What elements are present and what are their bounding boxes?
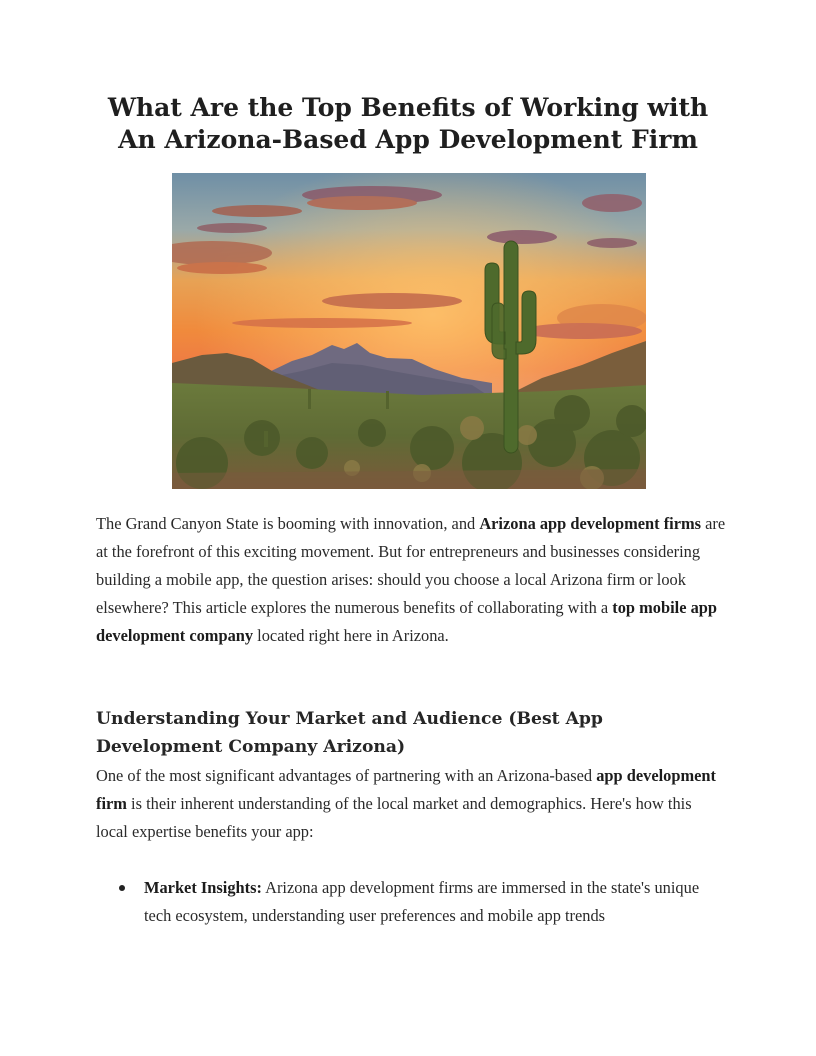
intro-text-1: The Grand Canyon State is booming with innovation, and xyxy=(96,514,480,533)
list-item xyxy=(96,874,726,930)
bullet-text: Arizona app development firms are immersed in the state's unique tech ecosystem, understanding user preferences and mobile app trends xyxy=(144,878,700,925)
bullet-list xyxy=(96,874,726,930)
intro-paragraph xyxy=(96,510,726,650)
intro-text-2: are at the forefront of this exciting movement. But for entrepreneurs and businesses considering building a mobile app, the question arises: should you choose a local Arizona firm or look elsewhere? This article explores the numerous benefits of collaborating with a xyxy=(96,514,726,617)
section-paragraph xyxy=(96,762,726,846)
hero-image-saguaro-sunset xyxy=(172,173,646,489)
intro-bold-2: top mobile app development company xyxy=(96,598,718,645)
intro-text-3: located right here in Arizona. xyxy=(253,626,449,645)
section-bold-1: app development firm xyxy=(96,766,716,813)
page-title xyxy=(60,92,756,156)
section-text-2: is their inherent understanding of the local market and demographics. Here's how this local expertise benefits your app: xyxy=(96,794,692,841)
title-line-1: What Are the Top Benefits of Working with xyxy=(107,93,709,122)
intro-bold-1: Arizona app development firms xyxy=(479,514,702,533)
section-heading: Understanding Your Market and Audience (Best App Development Company Arizona) xyxy=(96,709,603,757)
section-text-1: One of the most significant advantages of partnering with an Arizona-based xyxy=(96,766,597,785)
title-line-2: An Arizona-Based App Development Firm xyxy=(118,125,698,154)
bullet-label: Market Insights: xyxy=(144,878,262,897)
bullet-icon xyxy=(119,885,125,891)
